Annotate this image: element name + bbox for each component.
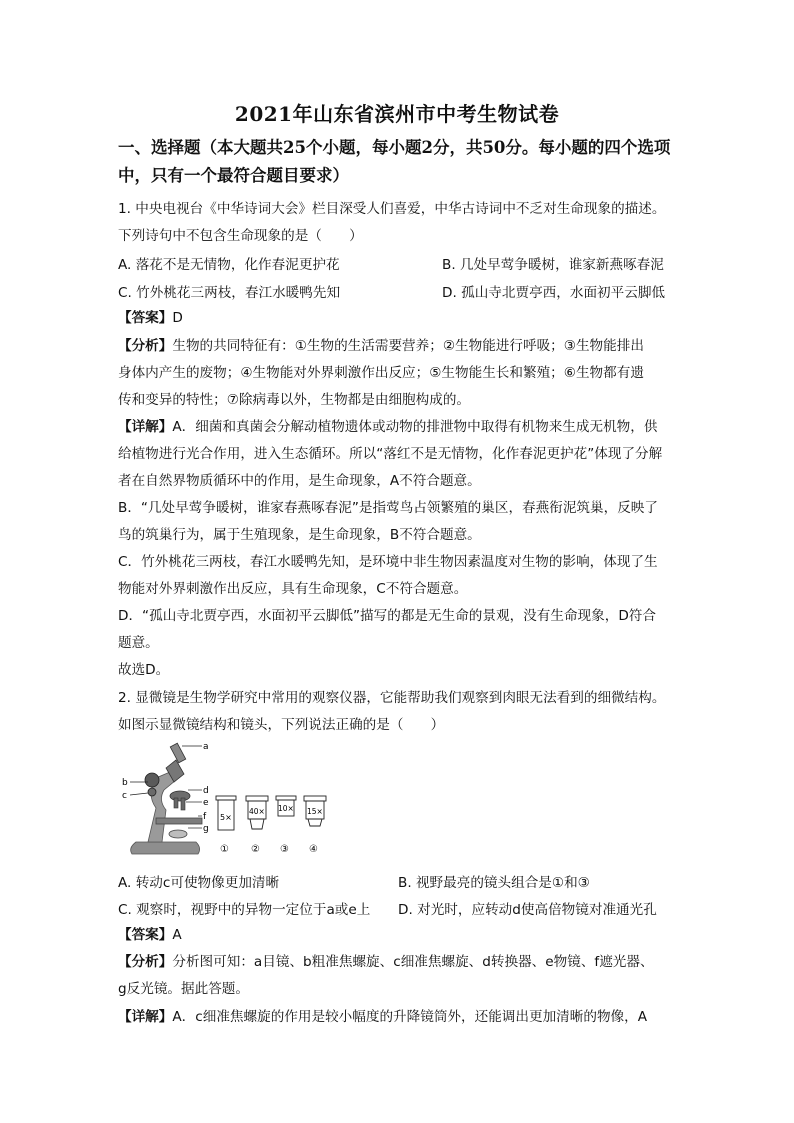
answer-tag: 【答案】: [118, 310, 173, 326]
q1-detail-line-3: 者在自然界物质循环中的作用，是生命现象，A不符合题意。: [118, 473, 481, 489]
lens-1: [216, 796, 236, 855]
microscope-base: [131, 842, 200, 854]
q1-detail-line-9: 题意。: [118, 635, 159, 651]
analysis-text: 分析图可知：a目镜、b粗准焦螺旋、c细准焦螺旋、d转换器、e物镜、f遮光器、: [172, 954, 654, 970]
lens-2: [246, 796, 268, 855]
answer-tag: 【答案】: [118, 927, 173, 943]
analysis-tag: 【分析】: [118, 954, 173, 970]
lens-3: [276, 796, 296, 855]
answer-value: D: [172, 310, 183, 326]
label-a: a: [203, 742, 209, 752]
q2-detail-line-1: [118, 1007, 678, 1027]
section-heading-line-1: 一、选择题（本大题共25个小题，每小题2分，共50分。每小题的四个选项: [118, 138, 671, 157]
q1-answer: [118, 308, 678, 328]
q1-analysis-line-2: 身体内产生的废物；④生物能对外界刺激作出反应；⑤生物能生长和繁殖；⑥生物都有遗: [118, 365, 644, 381]
q1-option-d: D. 孤山寺北贾亭西，水面初平云脚低: [442, 285, 666, 301]
lens-1-num: ①: [220, 844, 229, 855]
analysis-text: 生物的共同特征有：①生物的生活需要营养；②生物能进行呼吸；③生物能排出: [172, 338, 644, 354]
q1-detail-line-4: B．“几处早莺争暖树，谁家春燕啄春泥”是指莺鸟占领繁殖的巢区，春燕衔泥筑巢，反映了: [118, 500, 658, 516]
q1-analysis-line-3: 传和变异的特性；⑦除病毒以外，生物都是由细胞构成的。: [118, 392, 471, 408]
microscope-figure: [118, 738, 338, 862]
microscope-stage: [156, 818, 202, 824]
microscope-mirror: [169, 830, 187, 838]
lens-4-num: ④: [309, 844, 318, 855]
label-e: e: [203, 798, 209, 808]
q2-option-c: C. 观察时，视野中的异物一定位于a或e上: [118, 902, 371, 918]
lens-4: [304, 796, 326, 855]
q2-analysis-line-2: g反光镜。据此答题。: [118, 981, 249, 997]
label-d: d: [203, 786, 209, 796]
coarse-knob: [145, 773, 159, 787]
detail-text: A．c细准焦螺旋的作用是较小幅度的升降镜筒外，还能调出更加清晰的物像，A: [172, 1009, 648, 1025]
answer-value: A: [172, 927, 182, 943]
lens-4-mag: 15×: [307, 807, 323, 816]
lens-2-mag: 40×: [249, 807, 265, 816]
section-heading-line-2: 中，只有一个最符合题目要求）: [118, 166, 349, 185]
q2-answer: [118, 925, 678, 945]
q2-analysis-line-1: [118, 952, 678, 972]
detail-text: A．细菌和真菌会分解动植物遗体或动物的排泄物中取得有机物来生成无机物，供: [172, 419, 658, 435]
label-g: g: [203, 824, 209, 834]
q1-analysis-line-1: [118, 336, 678, 356]
q2-option-b: B. 视野最亮的镜头组合是①和③: [398, 875, 590, 891]
analysis-tag: 【分析】: [118, 338, 173, 354]
q1-detail-line-6: C．竹外桃花三两枝，春江水暖鸭先知，是环境中非生物因素温度对生物的影响，体现了生: [118, 554, 658, 570]
lens-3-mag: 10×: [278, 804, 294, 813]
lens-2-num: ②: [251, 844, 260, 855]
lens-1-mag: 5×: [220, 813, 232, 822]
q1-conclusion: 故选D。: [118, 662, 170, 678]
detail-tag: 【详解】: [118, 1009, 173, 1025]
q1-detail-line-5: 鸟的筑巢行为，属于生殖现象，是生命现象，B不符合题意。: [118, 527, 481, 543]
q1-option-b: B. 几处早莺争暖树，谁家新燕啄春泥: [442, 257, 664, 273]
q1-stem-line-1: 1. 中央电视台《中华诗词大会》栏目深受人们喜爱，中华古诗词中不乏对生命现象的描述。: [118, 201, 666, 217]
q2-option-d: D. 对光时，应转动d使高倍物镜对准通光孔: [398, 902, 657, 918]
q1-detail-line-8: D．“孤山寺北贾亭西，水面初平云脚低”描写的都是无生命的景观，没有生命现象，D符合: [118, 608, 656, 624]
q2-stem-line-2: 如图示显微镜结构和镜头，下列说法正确的是（ ）: [118, 717, 445, 733]
page-title: 2021年山东省滨州市中考生物试卷: [234, 102, 560, 126]
q1-option-a: A. 落花不是无情物，化作春泥更护花: [118, 257, 340, 273]
q1-detail-line-7: 物能对外界刺激作出反应，具有生命现象，C不符合题意。: [118, 581, 468, 597]
label-b: b: [122, 778, 128, 788]
detail-tag: 【详解】: [118, 419, 173, 435]
lens-3-num: ③: [280, 844, 289, 855]
microscope-nosepiece: [170, 791, 190, 801]
q1-stem-line-2: 下列诗句中不包含生命现象的是（ ）: [118, 228, 363, 244]
q1-detail-line-1: [118, 417, 678, 437]
label-f: f: [203, 812, 207, 822]
q2-stem-line-1: 2. 显微镜是生物学研究中常用的观察仪器，它能帮助我们观察到肉眼无法看到的细微结构。: [118, 690, 666, 706]
q1-option-c: C. 竹外桃花三两枝，春江水暖鸭先知: [118, 285, 341, 301]
q1-detail-line-2: 给植物进行光合作用，进入生态循环。所以“落红不是无情物，化作春泥更护花”体现了分解: [118, 446, 663, 462]
q2-option-a: A. 转动c可使物像更加清晰: [118, 875, 280, 891]
label-c: c: [122, 791, 127, 801]
fine-knob: [148, 788, 156, 796]
